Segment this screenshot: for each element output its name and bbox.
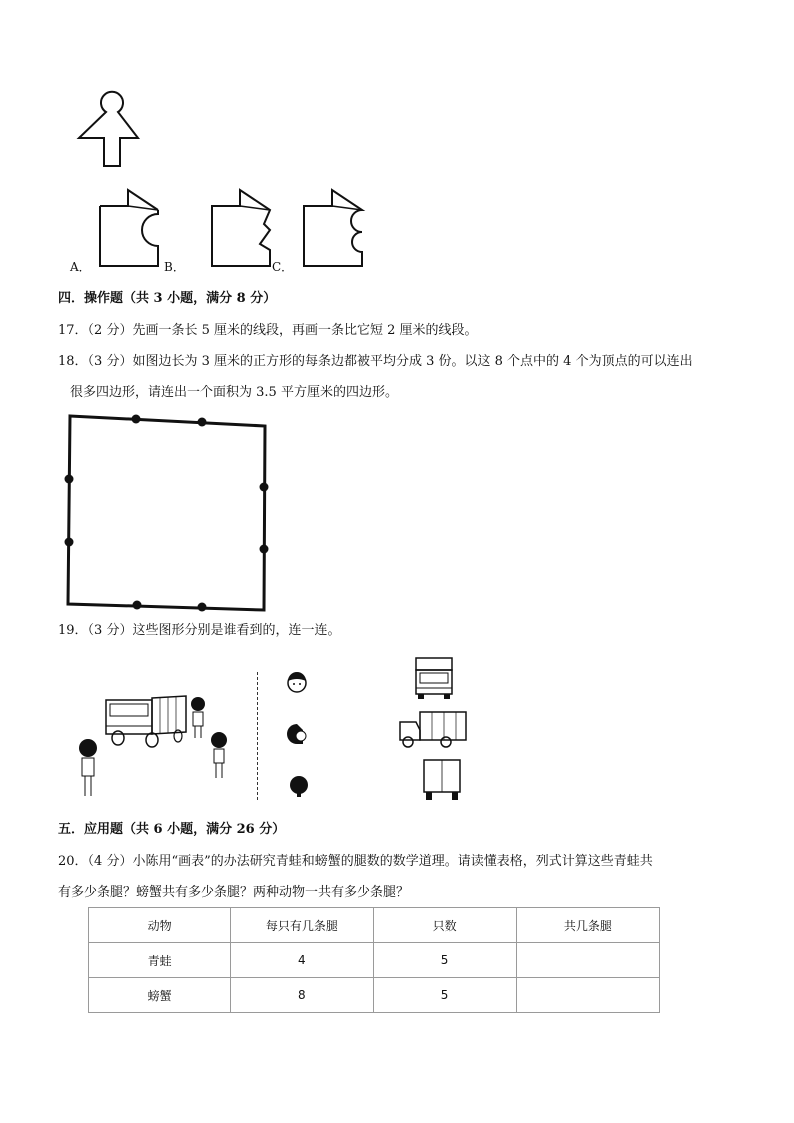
child-head-icon-3 bbox=[288, 774, 310, 798]
table-cell: 4 bbox=[231, 943, 373, 978]
section-5-heading: 五．应用题（共 6 小题，满分 26 分） bbox=[58, 822, 286, 837]
table-header: 每只有几条腿 bbox=[231, 908, 373, 943]
question-18-line2: 很多四边形，请连出一个面积为 3.5 平方厘米的四边形。 bbox=[70, 385, 398, 400]
table-header-row bbox=[89, 908, 660, 943]
table-cell: 5 bbox=[373, 978, 516, 1013]
truck-back-view-icon bbox=[420, 758, 464, 802]
question-20-line1: 20．（4 分）小陈用“画表”的办法研究青蛙和螃蟹的腿数的数学道理。请读懂表格，列式计算这些青蛙共 bbox=[58, 854, 653, 869]
question-17: 17．（2 分）先画一条长 5 厘米的线段，再画一条比它短 2 厘米的线段。 bbox=[58, 323, 478, 338]
folded-paper-icon-a bbox=[98, 188, 162, 268]
question-19: 19．（3 分）这些图形分别是谁看到的，连一连。 bbox=[58, 623, 341, 638]
option-a-label: A． bbox=[70, 260, 91, 274]
child-head-icon-1 bbox=[286, 672, 308, 694]
table-header: 只数 bbox=[373, 908, 516, 943]
question-18-line1: 18．（3 分）如图边长为 3 厘米的正方形的每条边都被平均分成 3 份。以这 8 个点中的 4 个为顶点的可以连出 bbox=[58, 354, 693, 369]
option-b-label: B． bbox=[164, 260, 185, 274]
table-cell-answer[interactable] bbox=[516, 978, 659, 1013]
folded-paper-icon-b bbox=[210, 188, 274, 268]
square-dots-figure bbox=[60, 412, 272, 616]
paper-doll-icon bbox=[76, 98, 156, 168]
folded-paper-icon-c bbox=[302, 188, 366, 268]
option-c-label: C． bbox=[272, 260, 294, 274]
truck-front-view-icon bbox=[412, 656, 456, 700]
child-head-icon-2 bbox=[285, 722, 309, 748]
legs-table bbox=[88, 907, 660, 1013]
truck-side-view-icon bbox=[396, 708, 470, 750]
table-row bbox=[89, 978, 660, 1013]
table-header: 共几条腿 bbox=[516, 908, 659, 943]
table-cell-answer[interactable] bbox=[516, 943, 659, 978]
table-header: 动物 bbox=[89, 908, 231, 943]
truck-scene-icon bbox=[74, 686, 244, 802]
section-4-heading: 四．操作题（共 3 小题，满分 8 分） bbox=[58, 291, 277, 306]
table-cell: 螃蟹 bbox=[89, 978, 231, 1013]
table-cell: 8 bbox=[231, 978, 373, 1013]
table-cell: 青蛙 bbox=[89, 943, 231, 978]
table-cell: 5 bbox=[373, 943, 516, 978]
question-20-line2: 有多少条腿？螃蟹共有多少条腿？两种动物一共有多少条腿？ bbox=[58, 885, 410, 900]
dashed-divider bbox=[257, 672, 258, 800]
table-row bbox=[89, 943, 660, 978]
